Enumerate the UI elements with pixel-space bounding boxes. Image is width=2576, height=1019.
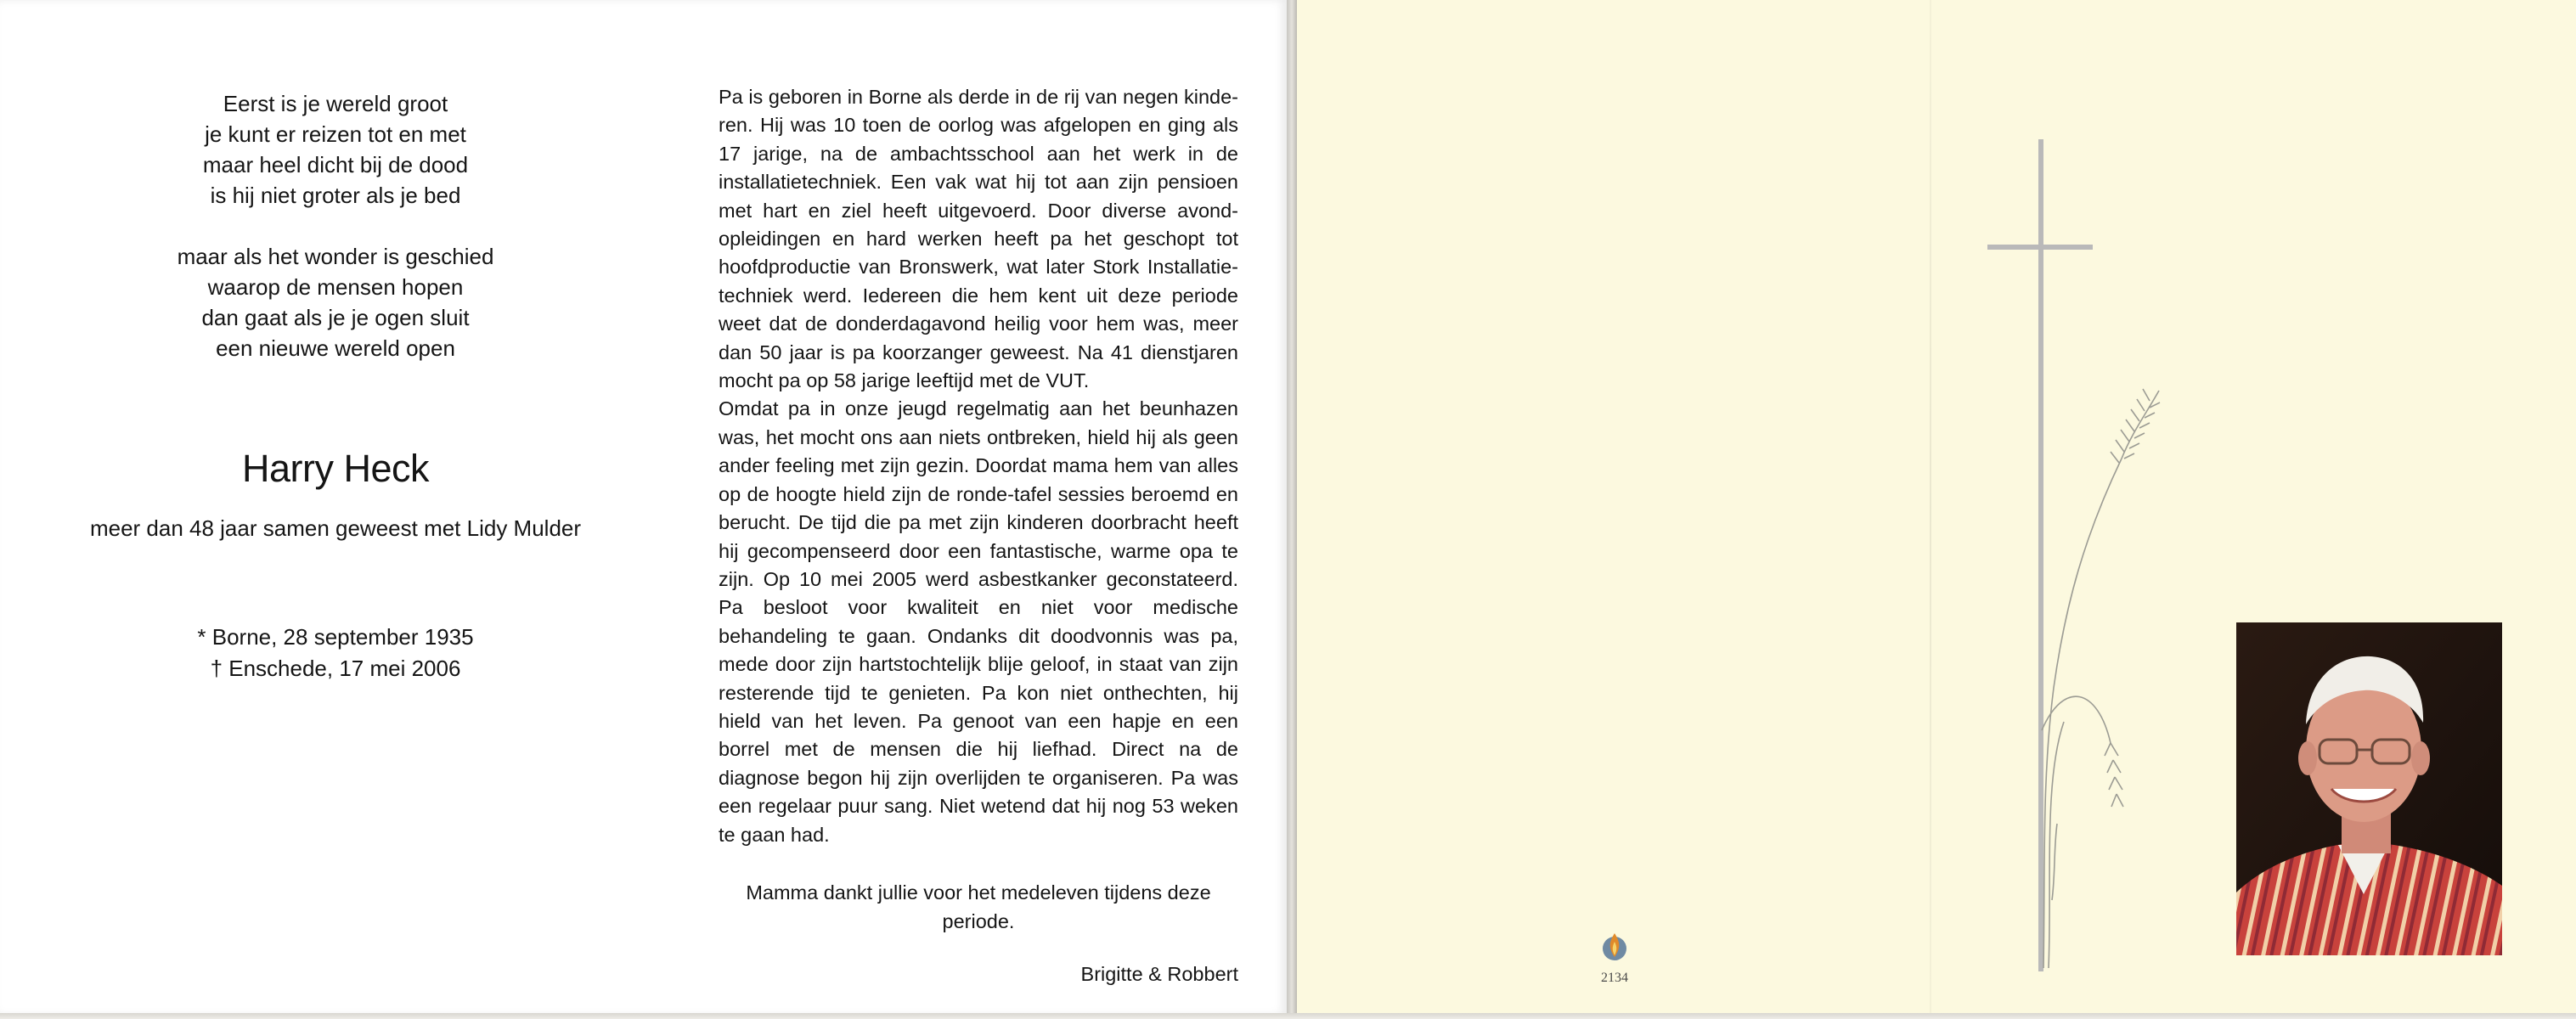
inner-page <box>0 0 1287 1015</box>
life-dates <box>51 622 620 684</box>
spouse-line: meer dan 48 jaar samen geweest met Lidy Mulder <box>89 515 582 541</box>
death-date: † Enschede, 17 mei 2006 <box>210 656 461 681</box>
deceased-name: Harry Heck <box>241 447 430 490</box>
poem-line: dan gaat als je je ogen sluit <box>201 305 470 330</box>
page-gutter <box>1287 0 1297 1019</box>
biography-column <box>719 83 1238 988</box>
bottom-edge <box>0 1013 2576 1019</box>
card-fold <box>1930 0 1931 1015</box>
poem-line: is hij niet groter als je bed <box>210 183 461 208</box>
poem-line: maar als het wonder is geschied <box>177 244 494 269</box>
portrait-photo <box>2236 622 2502 955</box>
birth-date: * Borne, 28 september 1935 <box>197 624 474 650</box>
biography-paragraph: Pa is geboren in Borne als derde in de rij van negen kinderen. Hij was 10 toen de oorlog was afgelopen en ging als 17 jarige, na de ambachtsschool aan het werk in de installatietechniek. Een vak wat hij tot aan zijn pensioen met hart en ziel heeft uitgevoerd. Door diverse avondopleidingen en hard werken heeft pa het geschopt tot hoofdproductie van Bronswerk, wat later Stork Installatietechniek werd. Iedereen die hem kent uit deze periode weet dat de donderdagavond heilig voor hem was, meer dan 50 jaar is pa koorzanger geweest. Na 41 dienstjaren mocht pa op 58 jarige leeftijd met de VUT. <box>719 86 1238 392</box>
flame-logo-icon <box>1601 930 1628 962</box>
wheat-ear-icon <box>2042 389 2160 968</box>
poem-line: je kunt er reizen tot en met <box>205 121 466 147</box>
poem-line: waarop de mensen hopen <box>207 274 464 300</box>
biography-paragraph: Omdat pa in onze jeugd regelmatig aan het beunhazen was, het mocht ons aan niets ontbreken, hield hij als geen ander feeling met zijn gezin. Doordat mama hem van alles op de hoogte hield zijn de ronde-tafel sessies beroemd en berucht. De tijd die pa met zijn kinderen doorbracht heeft hij gecompenseerd door een fantastische, warme opa te zijn. Op 10 mei 2005 werd asbestkanker geconstateerd. Pa besloot voor kwaliteit en niet voor medische behandeling te gaan. Ondanks dit doodvonnis was pa, mede door zijn hartstochtelijk blije geloof, in staat van zijn resterende tijd te genieten. Pa kon niet onthechten, hij hield van het leven. Pa genoot van een hapje en een borrel met de mensen die hij liefhad. Direct na de diagnose begon hij zijn overlijden te organiseren. Pa was een regelaar puur sang. Niet wetend dat hij nog 53 weken te gaan had. <box>719 397 1238 846</box>
poem-stanza <box>51 241 620 363</box>
portrait-image <box>2236 622 2502 955</box>
thanks-note: Mamma dankt jullie voor het medeleven tijdens deze periode. <box>746 881 1211 932</box>
poem-line: Eerst is je wereld groot <box>223 91 448 116</box>
poem-stanza <box>51 88 620 211</box>
signature: Brigitte & Robbert <box>1080 962 1238 985</box>
poem-line: maar heel dicht bij de dood <box>202 152 469 177</box>
cross-vertical-beam <box>2038 139 2043 971</box>
poem-column <box>51 88 620 684</box>
cross-horizontal-beam <box>1987 245 2093 250</box>
cross-icon <box>1970 136 2242 977</box>
card-number: 2134 <box>1601 971 1628 985</box>
poem-line: een nieuwe wereld open <box>216 335 455 361</box>
